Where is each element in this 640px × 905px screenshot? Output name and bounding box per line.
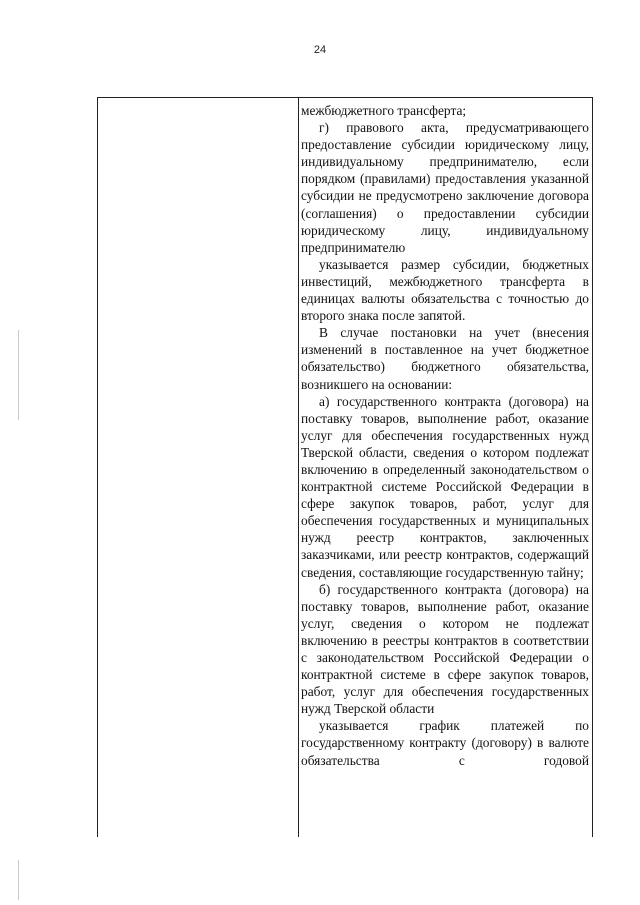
paragraph-registration-case: В случае постановки на учет (внесения изменений в поставленное на учет бюджетное обязательство) бюджетного обязательства, возникшего на основании: <box>301 325 589 392</box>
paragraph-item-g: г) правового акта, предусматривающего предоставление субсидии юридическому лицу, индивидуальному предпринимателю, если порядком (правилами) предоставления указанной субсидии не предусмотрено заключение договора (соглашения) о предоставлении субсидии юридическому лицу, индивидуальному предпринимателю <box>301 120 589 255</box>
scan-edge-mark <box>18 860 19 900</box>
paragraph-continuation: межбюджетного трансферта; <box>301 103 467 118</box>
paragraph-subsidy-amount: указывается размер субсидии, бюджетных инвестиций, межбюджетного трансферта в единицах валюты обязательства с точностью до второго знака после запятой. <box>301 256 589 324</box>
scan-edge-mark <box>18 330 19 420</box>
paragraph-item-b: б) государственного контракта (договора) на поставку товаров, выполнение работ, оказание услуг, сведения о котором не подлежат включению в реестры контрактов в соответствии с законодательством Российской Федерации о контрактной системе в сфере закупок товаров, работ, услуг для обеспечения государственных нужд Тверской области <box>301 581 589 717</box>
table-left-column <box>98 98 299 837</box>
paragraph-item-a: а) государственного контракта (договора) на поставку товаров, выполнение работ, оказание услуг для обеспечения государственных нужд Тверской области, сведения о котором подлежат включению в определенный законодательством о контрактной системе Российской Федерации в сфере закупок товаров, работ, услуг для обеспечения государственных и муниципальных нужд реестр контрактов, заключенных заказчиками, или реестр контрактов, содержащий сведения, составляющие государственную тайну; <box>301 393 589 580</box>
table-right-column <box>299 98 592 837</box>
page-number: 24 <box>313 44 327 56</box>
document-table <box>97 97 593 837</box>
paragraph-payment-schedule: указывается график платежей по государственному контракту (договору) в валюте обязательства с годовой <box>301 718 589 768</box>
